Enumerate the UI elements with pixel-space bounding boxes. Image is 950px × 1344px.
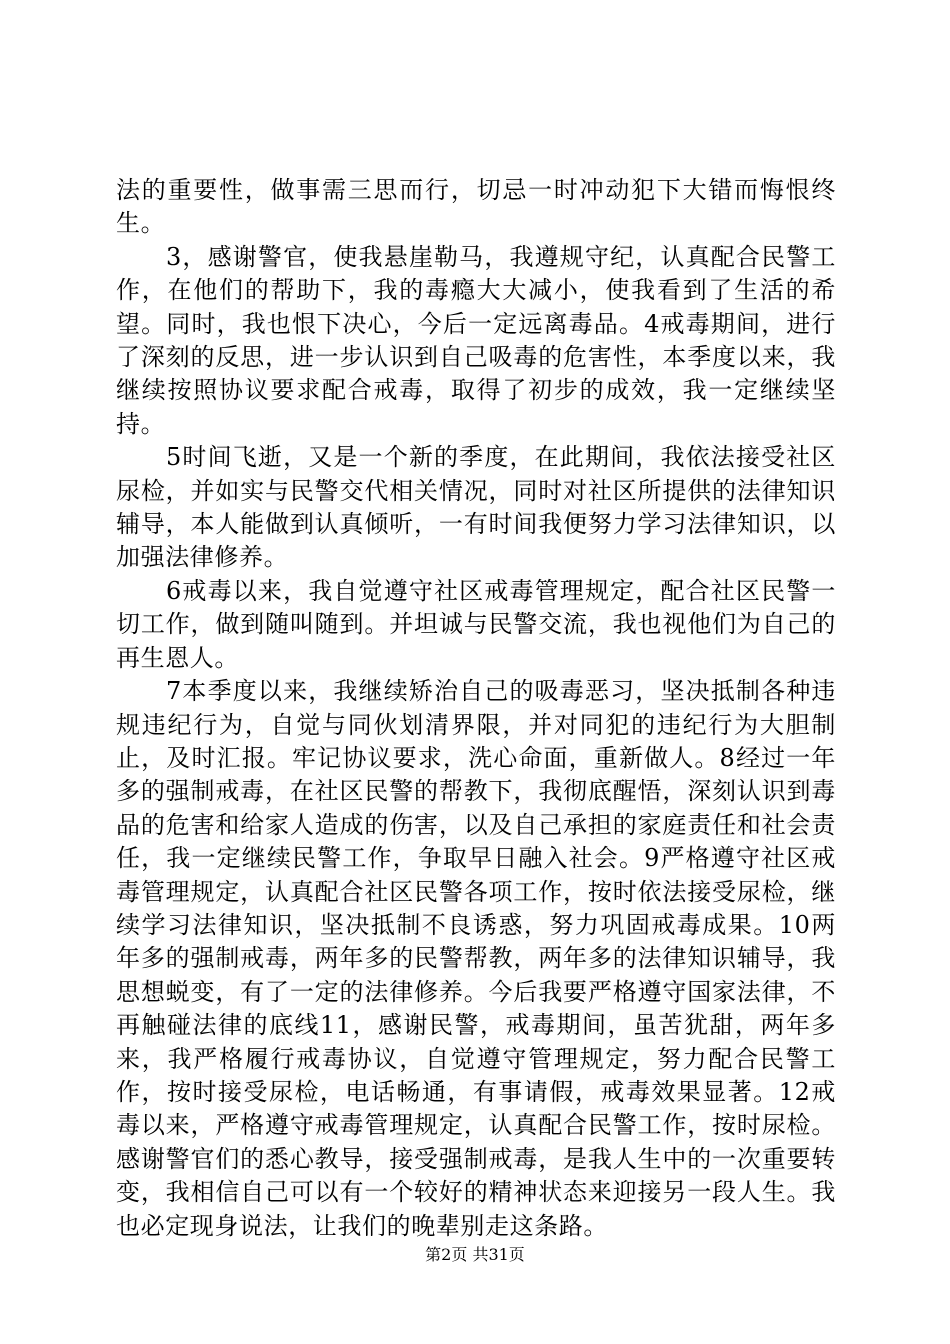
document-body <box>116 174 836 1243</box>
paragraph: 7本季度以来，我继续矫治自己的吸毒恶习，坚决抵制各种违规违纪行为，自觉与同伙划清界限，并对同犯的违纪行为大胆制止，及时汇报。牢记协议要求，洗心命面，重新做人。8经过一年多的强制戒毒，在社区民警的帮教下，我彻底醒悟，深刻认识到毒品的危害和给家人造成的伤害，以及自己承担的家庭责任和社会责任，我一定继续民警工作，争取早日融入社会。9严格遵守社区戒毒管理规定，认真配合社区民警各项工作，按时依法接受尿检，继续学习法律知识，坚决抵制不良诱惑，努力巩固戒毒成果。10两年多的强制戒毒，两年多的民警帮教，两年多的法律知识辅导，我思想蜕变，有了一定的法律修养。今后我要严格遵守国家法律，不再触碰法律的底线11，感谢民警，戒毒期间，虽苦犹甜，两年多来，我严格履行戒毒协议，自觉遵守管理规定，努力配合民警工作，按时接受尿检，电话畅通，有事请假，戒毒效果显著。12戒毒以来，严格遵守戒毒管理规定，认真配合民警工作，按时尿检。感谢警官们的悉心教导，接受强制戒毒，是我人生中的一次重要转变，我相信自己可以有一个较好的精神状态来迎接另一段人生。我也必定现身说法，让我们的晚辈别走这条路。 <box>116 677 836 1240</box>
paragraph: 6戒毒以来，我自觉遵守社区戒毒管理规定，配合社区民警一切工作，做到随叫随到。并坦诚与民警交流，我也视他们为自己的再生恩人。 <box>116 576 836 672</box>
paragraph: 3，感谢警官，使我悬崖勒马，我遵规守纪，认真配合民警工作，在他们的帮助下，我的毒瘾大大减小，使我看到了生活的希望。同时，我也恨下决心，今后一定远离毒品。4戒毒期间，进行了深刻的反思，进一步认识到自己吸毒的危害性，本季度以来，我继续按照协议要求配合戒毒，取得了初步的成效，我一定继续坚持。 <box>116 242 836 438</box>
paragraph: 5时间飞逝，又是一个新的季度，在此期间，我依法接受社区尿检，并如实与民警交代相关情况，同时对社区所提供的法律知识辅导，本人能做到认真倾听，一有时间我便努力学习法律知识，以加强法律修养。 <box>116 443 836 572</box>
paragraph: 法的重要性，做事需三思而行，切忌一时冲动犯下大错而悔恨终生。 <box>116 176 836 238</box>
page-footer: 第2页 共31页 <box>425 1245 525 1264</box>
